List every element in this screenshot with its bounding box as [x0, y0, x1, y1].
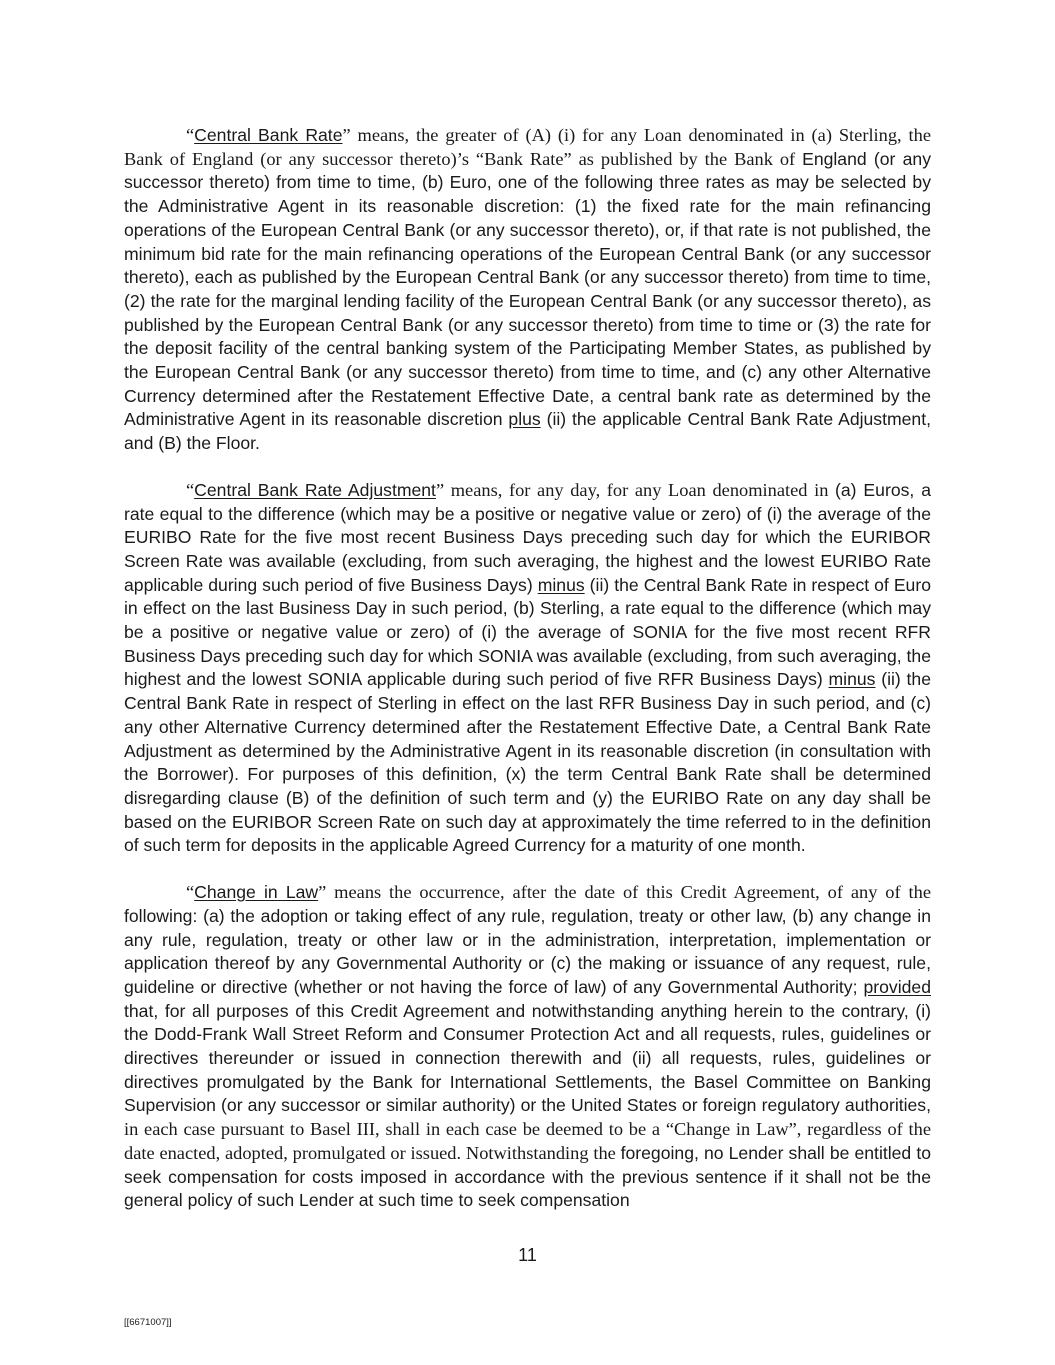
close-quote: ”	[318, 882, 327, 903]
open-quote: “	[186, 479, 195, 500]
definition-central-bank-rate	[124, 124, 931, 456]
open-quote: “	[186, 882, 195, 903]
open-quote: “	[186, 125, 195, 145]
defined-term: Central Bank Rate	[194, 125, 343, 145]
defined-term: Change in Law	[194, 882, 319, 903]
definition-central-bank-rate-adjustment	[124, 479, 931, 858]
document-body	[124, 124, 931, 1236]
document-id: [[6671007]]	[124, 1317, 172, 1328]
close-quote: ”	[435, 479, 445, 500]
definition-lead: means, the greater of (A) (i) for any Loan denominated in (a) Sterling, the Bank of England (or any successor thereto)’s “Bank Rate” as published by the Bank of	[124, 125, 931, 169]
definition-text: (ii) the Central Bank Rate in respect of Sterling in effect on the last RFR Business Day in such period, and (c) any other Alternative Currency determined after the Restatement Effective Date, a Central Bank Rate Adjustment as determined by the Administrative Agent in its reasonable discretion (in consultation with the Borrower). For purposes of this definition, (x) the term Central Bank Rate shall be determined disregarding clause (B) of the definition of such term and (y) the EURIBO Rate on any day shall be based on the EURIBOR Screen Rate on such day at approximately the time referred to in the definition of such term for deposits in the applicable Agreed Currency for a maturity of one month.	[124, 669, 931, 856]
defined-term: Central Bank Rate Adjustment	[194, 479, 436, 500]
definition-change-in-law	[124, 881, 931, 1213]
definition-text-serif: in each case pursuant to Basel III, shall in each case be deemed to be a “Change in Law”, regardless of the date enacted, adopted, promulgated or issued. Notwithstanding the	[124, 1119, 931, 1163]
page-number: 11	[518, 1245, 537, 1265]
underlined-word: minus	[537, 574, 585, 595]
definition-lead: means the occurrence, after the date of this Credit Agreement, of any of the	[326, 882, 931, 903]
definition-text: (ii) the Central Bank Rate in respect of Euro in effect on the last Business Day in such period, (b) Sterling, a rate equal to the difference (which may be a positive or negative value or zero) of (i) the average of SONIA for the five most recent RFR Business Days preceding such day for which SONIA was available (excluding, from such averaging, the highest and the lowest SONIA applicable during such period of five RFR Business Days)	[124, 574, 931, 690]
definition-text: following: (a) the adoption or taking effect of any rule, regulation, treaty or other law, (b) any change in any rule, regulation, treaty or other law or in the administration, interpretation, implementation or application thereof by any Governmental Authority or (c) the making or issuance of any request, rule, guideline or directive (whether or not having the force of law) of any Governmental Authority;	[124, 905, 931, 997]
definition-text: (ii) the applicable Central Bank Rate Adjustment, and (B) the Floor.	[124, 409, 931, 454]
definition-text: England (or any successor thereto) from time to time, (b) Euro, one of the following three rates as may be selected by the Administrative Agent in its reasonable discretion: (1) the fixed rate for the main refinancing operations of the European Central Bank (or any successor thereto), or, if that rate is not published, the minimum bid rate for the main refinancing operations of the European Central Bank (or any successor thereto), each as published by the European Central Bank (or any successor thereto) from time to time, (2) the rate for the marginal lending facility of the European Central Bank (or any successor thereto), as published by the European Central Bank (or any successor thereto) from time to time or (3) the rate for the deposit facility of the central banking system of the Participating Member States, as published by the European Central Bank (or any successor thereto) from time to time, and (c) any other Alternative Currency determined after the Restatement Effective Date, a central bank rate as determined by the Administrative Agent in its reasonable discretion	[124, 148, 931, 430]
definition-text: that, for all purposes of this Credit Agreement and notwithstanding anything herein to the contrary, (i) the Dodd-Frank Wall Street Reform and Consumer Protection Act and all requests, rules, guidelines or directives thereunder or issued in connection therewith and (ii) all requests, rules, guidelines or directives promulgated by the Bank for International Settlements, the Basel Committee on Banking Supervision (or any successor or similar authority) or the United States or foreign regulatory authorities,	[124, 1000, 931, 1116]
close-quote: ”	[342, 125, 351, 145]
definition-text: foregoing, no Lender shall be entitled to seek compensation for costs imposed in accordance with the previous sentence if it shall not be the general policy of such Lender at such time to seek compensation	[124, 1142, 931, 1211]
definition-text: (a) Euros, a rate equal to the difference (which may be a positive or negative value or zero) of (i) the average of the EURIBO Rate for the five most recent Business Days preceding such day for which the EURIBOR Screen Rate was available (excluding, from such averaging, the highest and the lowest EURIBO Rate applicable during such period of five Business Days)	[124, 479, 931, 595]
underlined-word: provided	[863, 976, 931, 997]
underlined-word: plus	[508, 409, 541, 430]
definition-lead: means, for any day, for any Loan denominated in	[444, 479, 836, 500]
underlined-word: minus	[828, 669, 876, 690]
